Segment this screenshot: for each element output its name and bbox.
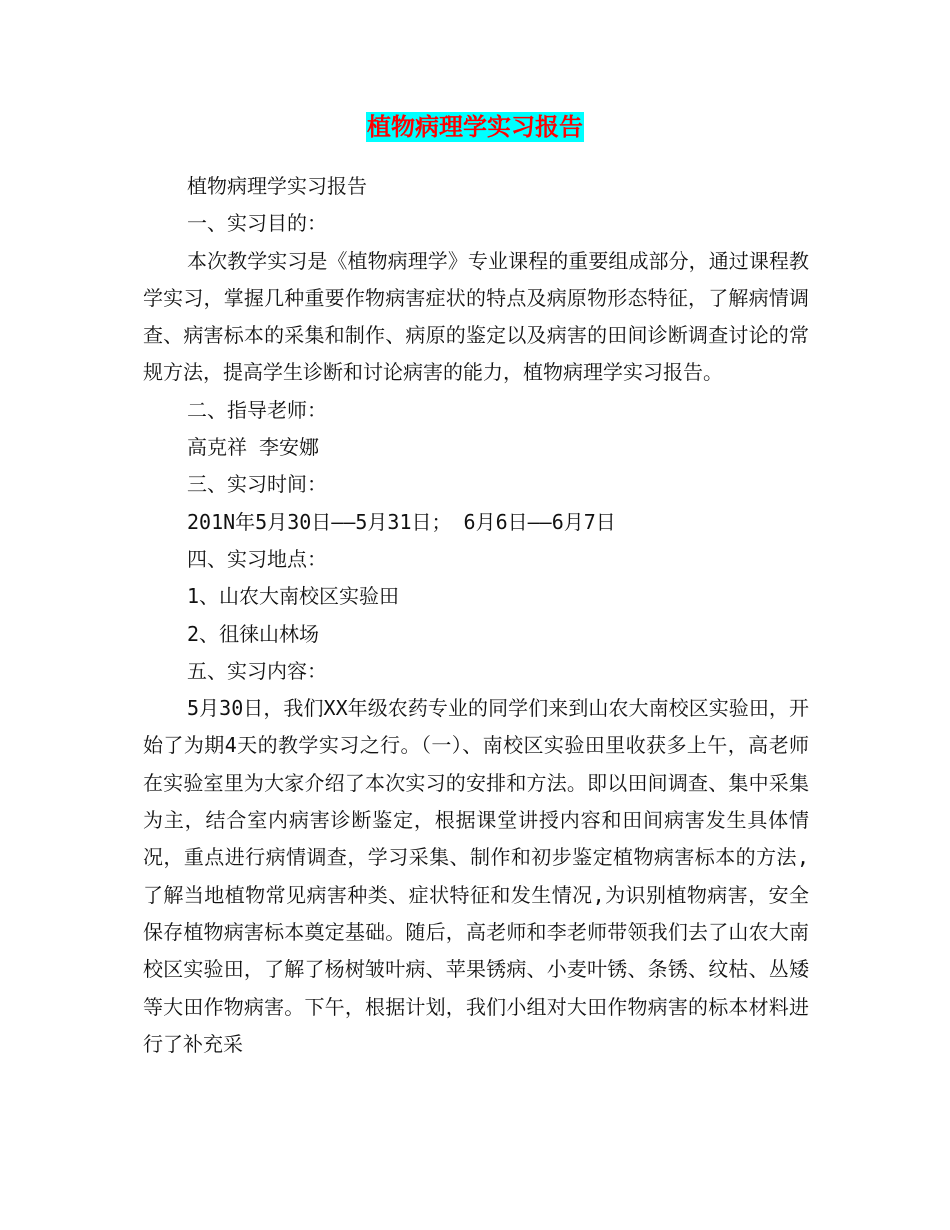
paragraph-time: 201N年5月30日——5月31日； 6月6日——6月7日: [187, 509, 616, 534]
paragraph-purpose: 本次教学实习是《植物病理学》专业课程的重要组成部分，通过课程教学实习，掌握几种重要作物病害症状的特点及病原物形态特征，了解病情调查、病害标本的采集和制作、病原的鉴定以及病害的田间诊断调查讨论的常规方法，提高学生诊断和讨论病害的能力，植物病理学实习报告。: [143, 248, 809, 385]
list-item-location-1: 1、山农大南校区实验田: [187, 584, 400, 609]
paragraph-instructors: 高克祥 李安娜: [187, 435, 320, 460]
heading-time: 三、实习时间：: [187, 472, 327, 497]
document-body: [143, 168, 809, 1063]
heading-instructors: 二、指导老师：: [187, 397, 327, 422]
list-item-location-2: 2、徂徕山林场: [187, 621, 320, 646]
paragraph-subtitle: 植物病理学实习报告: [187, 174, 367, 198]
paragraph-content: 5月30日，我们XX年级农药专业的同学们来到山农大南校区实验田，开始了为期4天的教学实习之行。（一）、南校区实验田里收获多上午，高老师在实验室里为大家介绍了本次实习的安排和方法。即以田间调查、集中采集为主，结合室内病害诊断鉴定，根据课堂讲授内容和田间病害发生具体情况，重点进行病情调查，学习采集、制作和初步鉴定植物病害标本的方法,了解当地植物常见病害种类、症状特征和发生情况,为识别植物病害，安全保存植物病害标本奠定基础。随后，高老师和李老师带领我们去了山农大南校区实验田，了解了杨树皱叶病、苹果锈病、小麦叶锈、条锈、纹枯、丛矮等大田作物病害。下午，根据计划，我们小组对大田作物病害的标本材料进行了补充采: [143, 696, 809, 1056]
heading-purpose: 一、实习目的：: [187, 211, 327, 236]
heading-location: 四、实习地点：: [187, 546, 327, 571]
title-container: [0, 112, 950, 142]
heading-content: 五、实习内容：: [187, 658, 327, 683]
document-title: 植物病理学实习报告: [367, 112, 583, 141]
